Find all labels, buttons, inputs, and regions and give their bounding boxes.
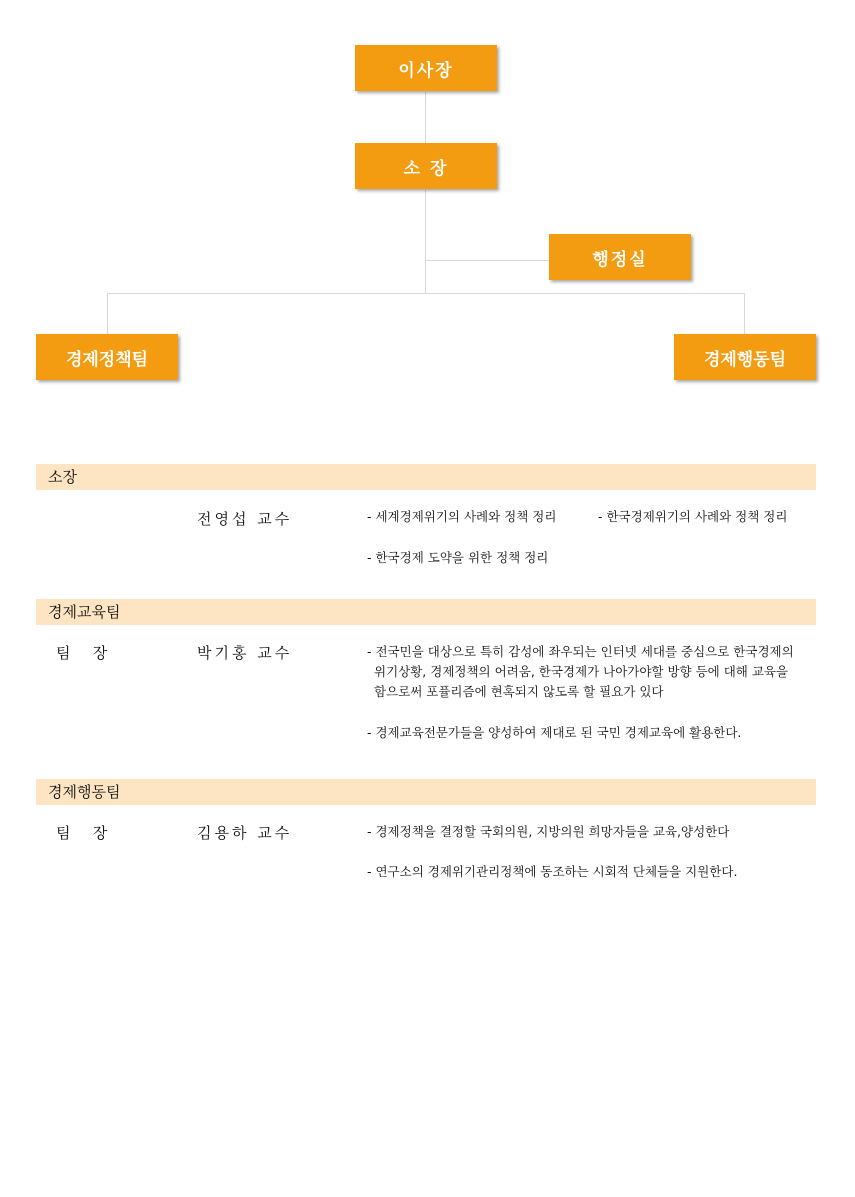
education-duty-1-line-2: 위기상황, 경제정책의 어려움, 한국경제가 나아가야할 방향 등에 대해 교육을 (374, 664, 789, 679)
connector-action-team (744, 293, 745, 334)
director-box: 소 장 (355, 143, 497, 189)
education-duty-2: - 경제교육전문가들을 양성하여 제대로 된 국민 경제교육에 활용한다. (367, 725, 742, 740)
admin-office-box: 행정실 (549, 234, 691, 280)
action-team-role: 팀 장 (56, 824, 110, 842)
education-duty-1-line-1: - 전국민을 대상으로 특히 감성에 좌우되는 인터넷 세대를 중심으로 한국경제의 (367, 644, 794, 659)
action-duty-2: - 연구소의 경제위기관리정책에 동조하는 시회적 단체들을 지원한다. (367, 864, 738, 879)
connector-policy-team (107, 293, 108, 334)
director-name: 전영섭 교수 (197, 510, 293, 528)
connector-chairman-director (425, 92, 426, 143)
section-header-director: 소장 (36, 464, 816, 490)
education-team-leader: 박기홍 교수 (197, 644, 293, 662)
director-duty-3: - 한국경제 도약을 위한 정책 정리 (367, 550, 549, 565)
director-duty-2: - 한국경제위기의 사례와 정책 정리 (598, 509, 788, 524)
chairman-box: 이사장 (355, 45, 497, 91)
connector-admin-office (425, 260, 549, 261)
connector-teams-horizontal (107, 293, 745, 294)
education-duty-1-line-3: 함으로써 포퓰리즘에 현혹되지 않도록 할 필요가 있다 (374, 684, 664, 699)
education-team-role: 팀 장 (56, 644, 110, 662)
policy-team-box: 경제정책팀 (36, 334, 178, 380)
connector-director-trunk (425, 190, 426, 294)
section-header-education-team: 경제교육팀 (36, 599, 816, 625)
action-team-leader: 김용하 교수 (197, 824, 293, 842)
action-duty-1: - 경제정책을 결정할 국회의원, 지방의원 희망자들을 교육,양성한다 (367, 824, 730, 839)
action-team-box: 경제행동팀 (674, 334, 816, 380)
director-duty-1: - 세계경제위기의 사례와 정책 정리 (367, 509, 557, 524)
section-header-action-team: 경제행동팀 (36, 779, 816, 805)
